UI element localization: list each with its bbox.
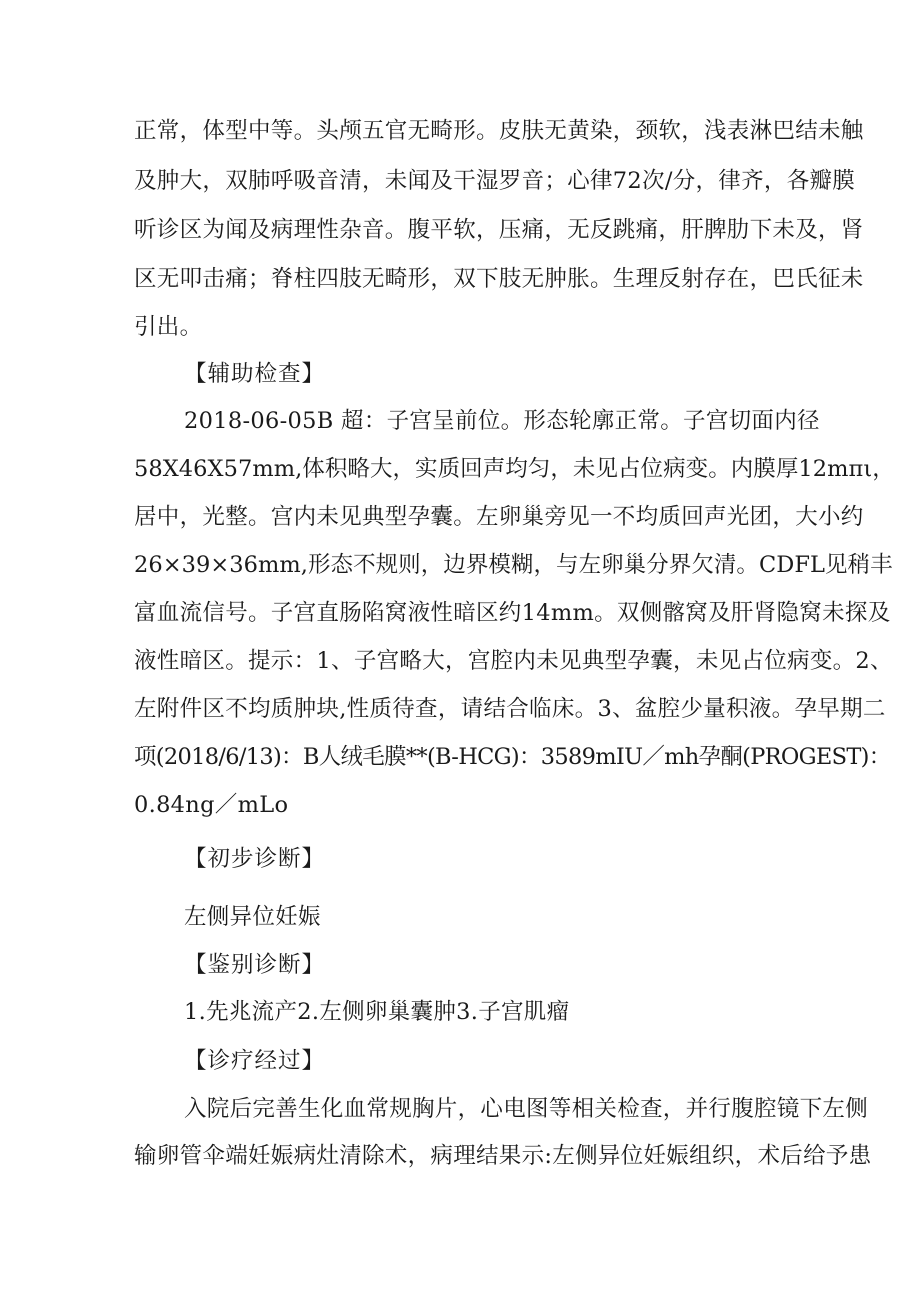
aux-line-8: 项(2018/6/13)：B人绒毛膜**(B-HCG)：3589mIU／mh孕酮(PROGEST)： <box>134 744 891 770</box>
aux-line-2: 58X46X57mm,体积略大，实质回声均匀，未见占位病变。内膜厚12mπι， <box>134 456 895 482</box>
exam-line-1: 正常，体型中等。头颅五官无畸形。皮肤无黄染，颈软，浅表淋巴结未触 <box>134 118 864 144</box>
heading-auxiliary-exam: 【辅助检查】 <box>184 361 326 387</box>
heading-initial-diagnosis: 【初步诊断】 <box>184 846 326 872</box>
aux-line-5: 富血流信号。子宫直肠陷窝液性暗区约14mm。双侧髂窝及肝肾隐窝未探及 <box>134 600 891 626</box>
aux-line-4: 26×39×36mm,形态不规则，边界模糊，与左卵巢分界欠清。CDFL见稍丰 <box>134 552 893 578</box>
exam-line-4: 区无叩击痛；脊柱四肢无畸形，双下肢无肿胀。生理反射存在，巴氏征未 <box>134 266 864 292</box>
aux-line-7: 左附件区不均质肿块,性质待查，请结合临床。3、盆腔少量积液。孕早期二 <box>134 696 886 722</box>
differential-diagnosis-text: 1.先兆流产2.左侧卵巢囊肿3.子宫肌瘤 <box>184 999 570 1025</box>
aux-line-3: 居中，光整。宫内未见典型孕囊。左卵巢旁见一不均质回声光团，大小约 <box>134 504 864 530</box>
aux-line-1: 2018-06-05B 超：子宫呈前位。形态轮廓正常。子宫切面内径 <box>184 408 820 434</box>
initial-diagnosis-text: 左侧异位妊娠 <box>184 904 321 930</box>
exam-line-2: 及肿大，双肺呼吸音清，未闻及干湿罗音；心律72次/分，律齐，各瓣膜 <box>134 168 856 194</box>
treatment-line-2: 输卵管伞端妊娠病灶清除术，病理结果示:左侧异位妊娠组织，术后给予患 <box>134 1143 872 1169</box>
heading-treatment: 【诊疗经过】 <box>184 1048 326 1074</box>
aux-line-9: 0.84ng／mLo <box>134 792 289 818</box>
treatment-line-1: 入院后完善生化血常规胸片，心电图等相关检查，并行腹腔镜下左侧 <box>184 1096 869 1122</box>
heading-differential-diagnosis: 【鉴别诊断】 <box>184 952 326 978</box>
exam-line-5: 引出。 <box>134 314 203 340</box>
exam-line-3: 听诊区为闻及病理性杂音。腹平软，压痛，无反跳痛，肝脾肋下未及，肾 <box>134 217 864 243</box>
aux-line-6: 液性暗区。提示：1、子宫略大，宫腔内未见典型孕囊，未见占位病变。2、 <box>134 648 893 674</box>
